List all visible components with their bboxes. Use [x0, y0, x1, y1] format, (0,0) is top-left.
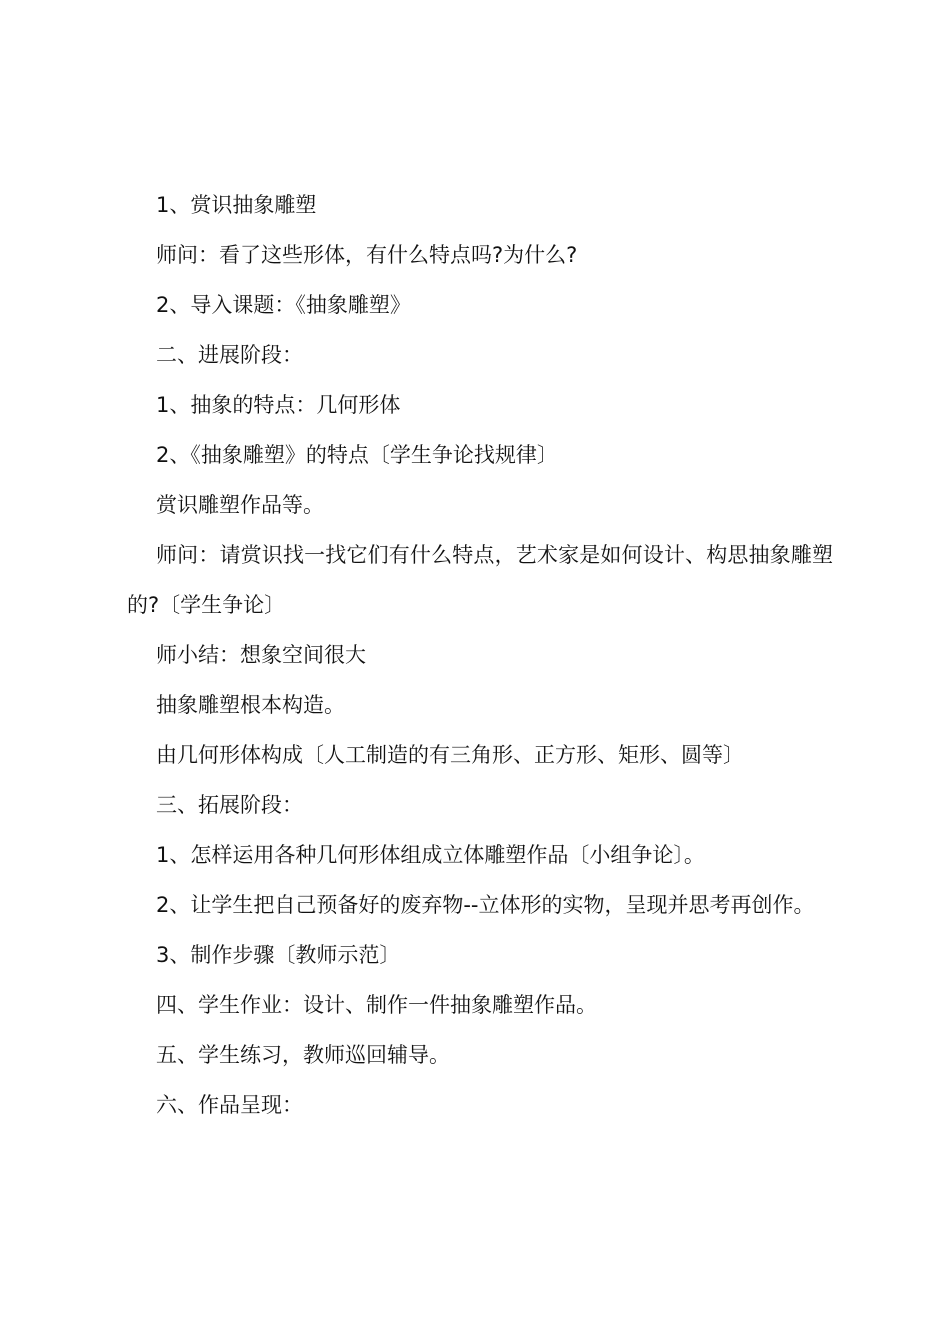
heading-development-stage: 二、进展阶段：: [156, 343, 303, 367]
heading-student-practice: 五、学生练习，教师巡回辅导。: [156, 1043, 450, 1067]
paragraph-making-steps: 3、制作步骤〔教师示范〕: [156, 943, 401, 967]
paragraph-geometric-composition: 由几何形体构成〔人工制造的有三角形、正方形、矩形、圆等〕: [156, 743, 744, 767]
paragraph-appreciate-works: 赏识雕塑作品等。: [156, 493, 324, 517]
heading-work-presentation: 六、作品呈现：: [156, 1093, 303, 1117]
paragraph-group-discussion: 1、怎样运用各种几何形体组成立体雕塑作品〔小组争论〕。: [156, 843, 705, 867]
heading-extension-stage: 三、拓展阶段：: [156, 793, 303, 817]
paragraph-teacher-summary: 师小结：想象空间很大: [156, 643, 366, 667]
heading-student-homework: 四、学生作业：设计、制作一件抽象雕塑作品。: [156, 993, 597, 1017]
paragraph-introduce-topic: 2、导入课题：《抽象雕塑》: [156, 293, 411, 317]
document-body: [127, 180, 833, 1130]
paragraph-recreate-waste: 2、让学生把自己预备好的废弃物--立体形的实物，呈现并思考再创作。: [156, 893, 815, 917]
paragraph-basic-structure: 抽象雕塑根本构造。: [156, 693, 345, 717]
paragraph-abstract-features: 1、抽象的特点：几何形体: [156, 393, 401, 417]
paragraph-teacher-question-2: 师问：请赏识找一找它们有什么特点，艺术家是如何设计、构思抽象雕塑的?〔学生争论〕: [127, 543, 833, 617]
paragraph-appreciate-abstract-sculpture: 1、赏识抽象雕塑: [156, 193, 317, 217]
paragraph-sculpture-features: 2、《抽象雕塑》的特点〔学生争论找规律〕: [156, 443, 558, 467]
paragraph-teacher-question-1: 师问：看了这些形体，有什么特点吗?为什么?: [156, 243, 578, 267]
